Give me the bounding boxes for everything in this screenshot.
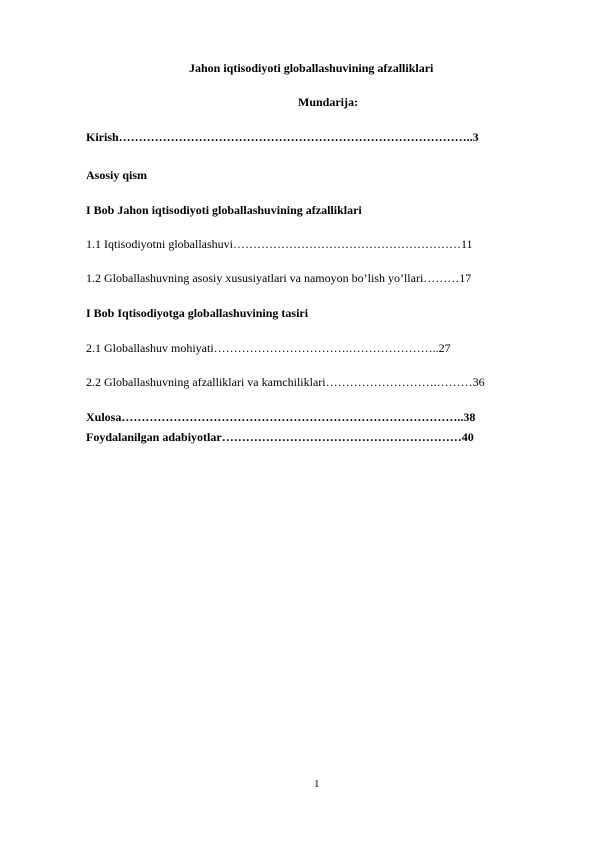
toc-entry-1-2: 1.2 Globallashuvning asosiy xususiyatlari va namoyon bo’lish yo’llari………17 <box>86 271 472 285</box>
toc-entry-xulosa: Xulosa…………………………………………………………………………..38 <box>86 410 476 424</box>
toc-chapter-2: I Bob Iqtisodiyotga globallashuvining tasiri <box>86 306 309 320</box>
toc-entry-2-1: 2.1 Globallashuv mohiyati…………………………….…………………..27 <box>86 341 451 355</box>
page-number: 1 <box>314 778 320 790</box>
toc-entry-kirish: Kirish……………………………………………………………………………..3 <box>86 130 479 144</box>
toc-heading: Mundarija: <box>298 95 358 109</box>
toc-entry-adabiyotlar: Foydalanilgan adabiyotlar……………………………………………………40 <box>86 430 474 444</box>
toc-chapter-1: I Bob Jahon iqtisodiyoti globallashuvining afzalliklari <box>86 203 362 217</box>
toc-entry-2-2: 2.2 Globallashuvning afzalliklari va kamchiliklari……………………….………36 <box>86 375 485 389</box>
toc-section-asosiy-qism: Asosiy qism <box>86 168 148 182</box>
toc-entry-1-1: 1.1 Iqtisodiyotni globallashuvi…………………………………………………11 <box>86 237 473 251</box>
document-title: Jahon iqtisodiyoti globallashuvining afzalliklari <box>189 61 434 75</box>
